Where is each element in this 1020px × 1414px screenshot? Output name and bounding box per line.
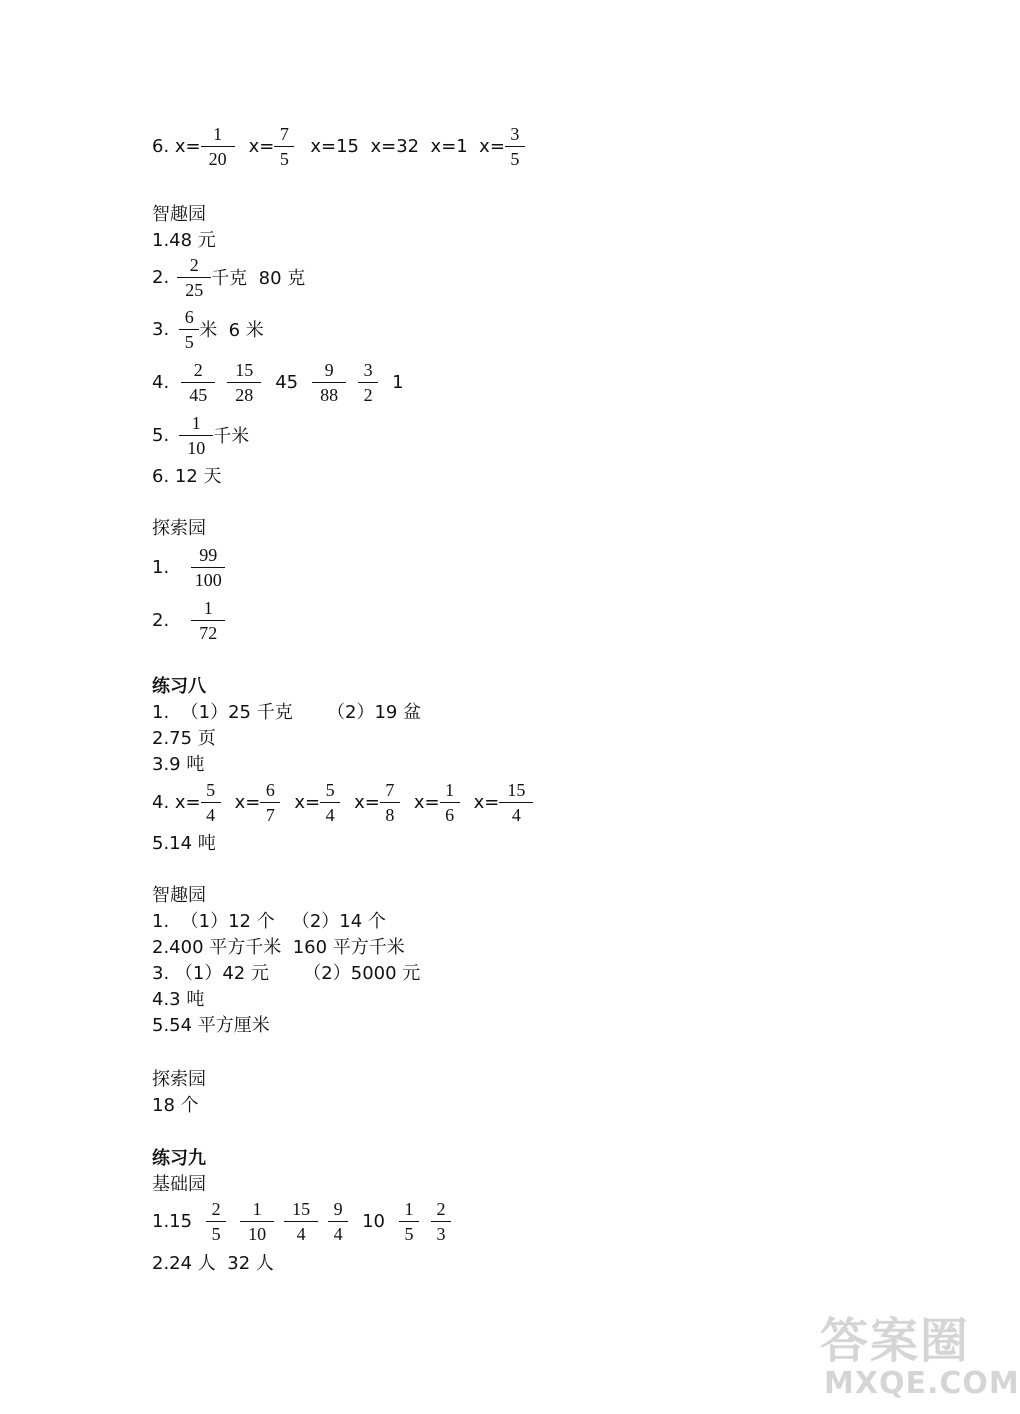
fraction: $\frac{15}{4}$: [284, 1200, 318, 1243]
fraction: $\frac{1}{10}$: [179, 414, 213, 457]
fraction: $\frac{15}{28}$: [227, 361, 261, 404]
answer-line: 1. （1）12 个 （2）14 个: [152, 911, 386, 932]
fraction: $\frac{9}{4}$: [328, 1200, 348, 1243]
fraction: $\frac{3}{2}$: [358, 361, 378, 404]
answer-line: 5.54 平方厘米: [152, 1015, 270, 1036]
section-heading-tansuoyuan: 探索园: [152, 518, 206, 539]
answer-line: 4.3 吨: [152, 989, 205, 1010]
fraction: $\frac{15}{4}$: [499, 781, 533, 824]
answer-line: 1. （1）25 千克 （2）19 盆: [152, 702, 422, 723]
fraction: $\frac{9}{88}$: [312, 361, 346, 404]
section-heading-zhiquyuan: 智趣园: [152, 204, 206, 225]
answer-number: 6. x=: [152, 135, 201, 157]
answer-line: 2.400 平方千米 160 平方千米: [152, 937, 405, 958]
watermark-bottom-text: MXQE.COM: [824, 1366, 1020, 1401]
answer-line: 3. （1）42 元 （2）5000 元: [152, 963, 421, 984]
fraction: $\frac{6}{5}$: [179, 308, 199, 351]
watermark-top-text: 答案圈: [820, 1313, 971, 1369]
answer-line: 2.24 人 32 人: [152, 1253, 274, 1274]
fraction: $\frac{1}{6}$: [440, 781, 460, 824]
answer-line: 1. $\frac{99}{100}$: [152, 545, 225, 589]
answer-line: 3. $\frac{6}{5}$ 米 6 米: [152, 306, 264, 352]
answer-line: 4. $\frac{2}{45}$ $\frac{15}{28}$ 45 $\frac{9}{88}$ $\frac{3}{2}$ 1: [152, 359, 404, 405]
answer-line: 6. 12 天: [152, 466, 222, 487]
section-heading-jichuyuan: 基础园: [152, 1174, 206, 1195]
fraction: $\frac{2}{45}$: [181, 361, 215, 404]
answer-line: 1.48 元: [152, 230, 216, 251]
fraction: $\frac{99}{100}$: [191, 546, 225, 589]
site-watermark-logo: [818, 1300, 1020, 1410]
fraction: $\frac{1}{10}$: [240, 1200, 274, 1243]
fraction: $\frac{1}{72}$: [191, 599, 225, 642]
answer-line: 18 个: [152, 1095, 199, 1116]
fraction: $\frac{2}{3}$: [431, 1200, 451, 1243]
fraction: $\frac{2}{25}$: [177, 256, 211, 299]
answer-line: 1.15 $\frac{2}{5}$ $\frac{1}{10}$ $\frac{15}{4}$ $\frac{9}{4}$ 10 $\frac{1}{5}$ $\frac{2}{3}$: [152, 1199, 451, 1243]
fraction: $\frac{1}{5}$: [399, 1200, 419, 1243]
section-heading-tansuoyuan: 探索园: [152, 1069, 206, 1090]
answer-line: 5.14 吨: [152, 833, 216, 854]
answer-line: 5. $\frac{1}{10}$ 千米: [152, 412, 250, 458]
fraction: $\frac{5}{4}$: [320, 781, 340, 824]
answer-4-equations: 4. x= $\frac{5}{4}$ x= $\frac{6}{7}$ x= $\frac{5}{4}$ x= $\frac{7}{8}$ x= $\frac{1}{6}$ x= $\frac{15}{4}$: [152, 780, 533, 824]
fraction: $\frac{3}{5}$: [505, 125, 525, 168]
answer-line: 2. $\frac{1}{72}$: [152, 598, 225, 642]
answer-line: 2.75 页: [152, 728, 216, 749]
fraction: $\frac{1}{20}$: [201, 125, 235, 168]
answer-line: 3.9 吨: [152, 754, 205, 775]
answer-6-equations: 6. x= $\frac{1}{20}$ x= $\frac{7}{5}$ x=15 x=32 x=1 x= $\frac{3}{5}$: [152, 124, 525, 168]
fraction: $\frac{2}{5}$: [206, 1200, 226, 1243]
answer-line: 2. $\frac{2}{25}$ 千克 80 克: [152, 254, 306, 300]
section-heading-zhiquyuan: 智趣园: [152, 885, 206, 906]
fraction: $\frac{7}{5}$: [274, 125, 294, 168]
fraction: $\frac{7}{8}$: [380, 781, 400, 824]
fraction: $\frac{6}{7}$: [260, 781, 280, 824]
fraction: $\frac{5}{4}$: [201, 781, 221, 824]
section-heading-lianxi9: 练习九: [152, 1148, 206, 1169]
section-heading-lianxi8: 练习八: [152, 676, 206, 697]
